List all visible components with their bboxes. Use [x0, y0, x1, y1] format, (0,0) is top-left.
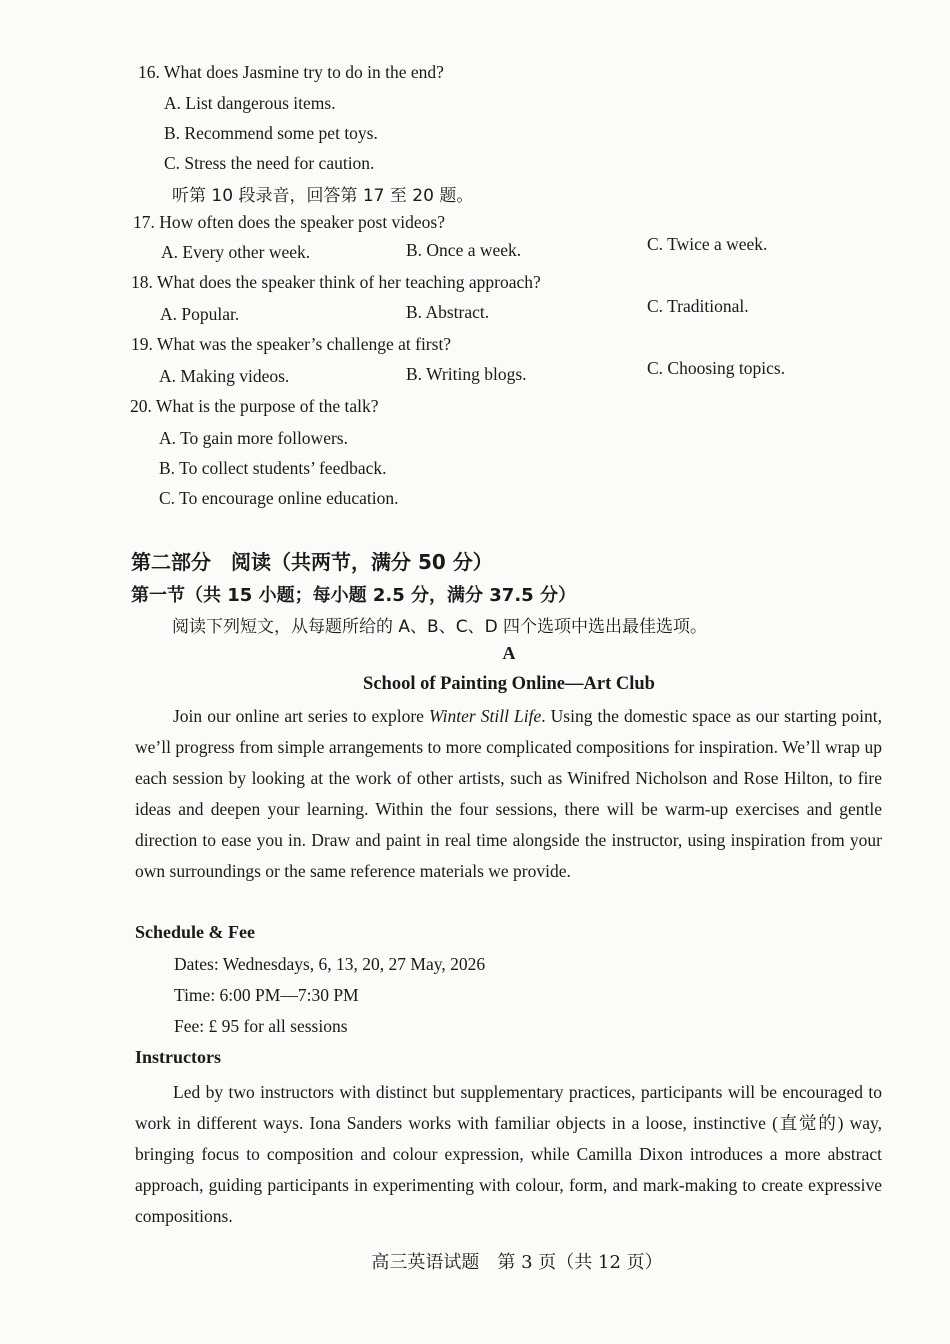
question-19-option-b: B. Writing blogs. — [406, 364, 527, 384]
question-18-option-c: C. Traditional. — [647, 296, 749, 316]
question-20-option-a: A. To gain more followers. — [159, 428, 348, 448]
question-20-option-c: C. To encourage online education. — [159, 488, 399, 508]
instructors-heading: Instructors — [135, 1047, 221, 1067]
question-18-option-b: B. Abstract. — [406, 302, 490, 322]
question-16-option-c: C. Stress the need for caution. — [164, 153, 375, 173]
schedule-fee: Fee: £ 95 for all sessions — [174, 1016, 348, 1036]
question-17-option-c: C. Twice a week. — [647, 234, 768, 254]
passage-title: School of Painting Online—Art Club — [363, 674, 655, 694]
question-18-stem: 18. What does the speaker think of her teaching approach? — [131, 272, 541, 292]
question-19-option-a: A. Making videos. — [159, 366, 290, 386]
reading-instruction: 阅读下列短文，从每题所给的 A、B、C、D 四个选项中选出最佳选项。 — [172, 617, 708, 637]
listening-instruction: 听第 10 段录音，回答第 17 至 20 题。 — [172, 186, 474, 206]
para1-rest: . Using the domestic space as our starting point, we’ll progress from simple arrangements to more complicated compositions for inspiration. We’ll wrap up each session by looking at the work of other artists, such as Winifred Nicholson and Rose Hilton, to fire ideas and deepen your learning. Within the four sessions, there will be warm-up exercises and gentle direction to ease you in. Draw and paint in real time alongside the instructor, using inspiration from your own surroundings or the same reference materials we provide. — [135, 706, 882, 881]
part-two-title: 第二部分 阅读（共两节，满分 50 分） — [131, 550, 493, 574]
question-17-option-a: A. Every other week. — [161, 242, 311, 262]
schedule-dates: Dates: Wednesdays, 6, 13, 20, 27 May, 2026 — [174, 954, 486, 974]
passage-paragraph-1 — [135, 701, 882, 887]
question-18-option-a: A. Popular. — [160, 304, 240, 324]
question-16-option-b: B. Recommend some pet toys. — [164, 123, 378, 143]
question-16-stem: 16. What does Jasmine try to do in the end? — [138, 62, 444, 82]
para1-italic-title: Winter Still Life — [429, 706, 542, 726]
question-19-option-c: C. Choosing topics. — [647, 358, 786, 378]
question-20-option-b: B. To collect students’ feedback. — [159, 458, 387, 478]
para1-start: Join our online art series to explore — [173, 706, 430, 726]
question-19-stem: 19. What was the speaker’s challenge at first? — [131, 334, 452, 354]
question-20-stem: 20. What is the purpose of the talk? — [130, 396, 379, 416]
section-one-title: 第一节（共 15 小题；每小题 2.5 分，满分 37.5 分） — [131, 585, 576, 606]
question-17-option-b: B. Once a week. — [406, 240, 522, 260]
page-footer: 高三英语试题 第 3 页（共 12 页） — [371, 1252, 663, 1273]
schedule-heading: Schedule & Fee — [135, 922, 255, 942]
question-16-option-a: A. List dangerous items. — [164, 93, 336, 113]
question-17-stem: 17. How often does the speaker post videos? — [133, 212, 446, 232]
passage-letter: A — [502, 643, 516, 663]
para2-text: Led by two instructors with distinct but supplementary practices, participants will be encouraged to work in different ways. Iona Sanders works with familiar objects in a loose, instinctive (直觉的) way, bringing focus to composition and colour expression, while Camilla Dixon introduces a more abstract approach, guiding participants in experimenting with colour, form, and mark-making to create expressive compositions. — [135, 1082, 882, 1226]
schedule-time: Time: 6:00 PM—7:30 PM — [174, 985, 359, 1005]
passage-paragraph-2 — [135, 1077, 882, 1232]
